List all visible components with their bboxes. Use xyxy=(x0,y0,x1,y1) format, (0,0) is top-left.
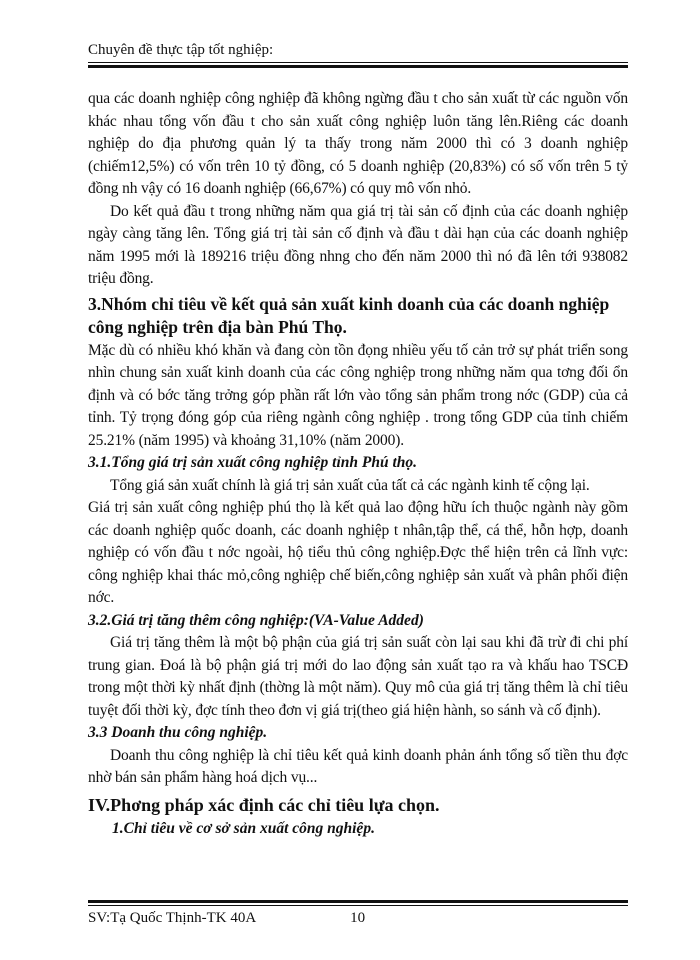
page-header xyxy=(88,40,628,68)
footer-rule-thin xyxy=(88,905,628,906)
page-number: 10 xyxy=(350,910,366,926)
footer-row xyxy=(88,908,628,928)
footer-author: SV:Tạ Quốc Thịnh-TK 40A xyxy=(88,910,257,926)
heading-3-1: 3.1.Tổng giá trị sản xuất công nghiệp tỉnh Phú thọ. xyxy=(88,454,418,471)
header-title: Chuyên đề thực tập tốt nghiệp: xyxy=(88,42,274,58)
paragraph-investment: qua các doanh nghiệp công nghiệp đã không ngừng đầu t cho sản xuất từ các nguồn vốn khác nhau tổng vốn đầu t cho sản xuất công nghiệp luôn tăng lên.Riêng các doanh nghiệp do địa phương quản lý ta thấy trong năm 2000 thì có 3 doanh nghiệp (chiếm12,5%) có vốn trên 10 tỷ đồng, có 5 doanh nghiệp (20,83%) có số vốn trên 5 tỷ đồng nh vậy có 16 doanh nghiệp (66,67%) có quy mô vốn nhỏ. xyxy=(88,90,628,197)
page-footer xyxy=(88,900,628,928)
header-rule-thick xyxy=(88,65,628,68)
heading-section-3: 3.Nhóm chỉ tiêu về kết quả sản xuất kinh doanh của các doanh nghiệp công nghiệp trên địa bàn Phú Thọ. xyxy=(88,293,610,337)
heading-3-2: 3.2.Giá trị tăng thêm công nghiệp:(VA-Value Added) xyxy=(88,611,424,629)
footer-rule-thick xyxy=(88,900,628,903)
paragraph-revenue: Doanh thu công nghiệp là chỉ tiêu kết quả kinh doanh phản ánh tổng số tiền thu đợc nhờ bán sản phẩm hàng hoá dịch vụ... xyxy=(88,746,628,786)
paragraph-fixed-assets: Do kết quả đầu t trong những năm qua giá trị tài sản cố định của các doanh nghiệp ngày càng tăng lên. Tổng giá trị tài sản cố định và đầu t dài hạn của các doanh nghiệp năm 1995 mới là 189216 triệu đồng nhng cho đến năm 2000 thì nó đã lên tới 938082 triệu đồng. xyxy=(88,202,628,287)
paragraph-business-results: Mặc dù có nhiều khó khăn và đang còn tồn đọng nhiều yếu tố cản trở sự phát triển song nhìn chung sản xuất kinh doanh của các công nghiệp trong những năm qua tơng đối ổn định và có bớc tăng trởng góp phần rất lớn vào tổng sản phẩm trong nớc (GDP) của cả tỉnh. Tỷ trọng đóng góp của riêng ngành công nghiệp . trong tổng GDP của tỉnh chiếm 25.21% (năm 1995) và khoảng 31,10% (năm 2000). xyxy=(88,341,628,449)
paragraph-industrial-output: Giá trị sản xuất công nghiệp phú thọ là kết quả lao động hữu ích thuộc ngành này gồm các doanh nghiệp quốc doanh, các doanh nghiệp t nhân,tập thể, cá thể, hỗn hợp, doanh nghiệp có vốn đầu t nớc ngoài, hộ tiểu thủ công nghiệp.Đợc thể hiện trên cả lĩnh vực: công nghiệp khai thác mỏ,công nghiệp chế biến,công nghiệp sản xuất và phân phối điện nớc. xyxy=(88,499,628,606)
page-body xyxy=(88,88,628,840)
heading-3-3: 3.3 Doanh thu công nghiệp. xyxy=(88,724,268,741)
heading-section-iv: IV.Phơng pháp xác định các chỉ tiêu lựa chọn. xyxy=(88,794,440,815)
paragraph-total-output: Tổng giá sản xuất chính là giá trị sản xuất của tất cả các ngành kinh tế cộng lại. xyxy=(110,476,590,494)
header-rule-thin xyxy=(88,62,628,63)
paragraph-value-added: Giá trị tăng thêm là một bộ phận của giá trị sản suất còn lại sau khi đã trừ đi chi phí trung gian. Đoá là bộ phận giá trị mới do lao động sản xuất tạo ra và khấu hao TSCĐ trong một thời kỳ nhất định (thờng là một năm). Quy mô của giá trị tăng thêm là chỉ tiêu tuyệt đối thời kỳ, đợc tính theo đơn vị giá trị(theo giá hiện hành, so sánh và cố định). xyxy=(88,634,628,719)
heading-iv-1: 1.Chỉ tiêu về cơ sở sản xuất công nghiệp. xyxy=(112,819,375,837)
